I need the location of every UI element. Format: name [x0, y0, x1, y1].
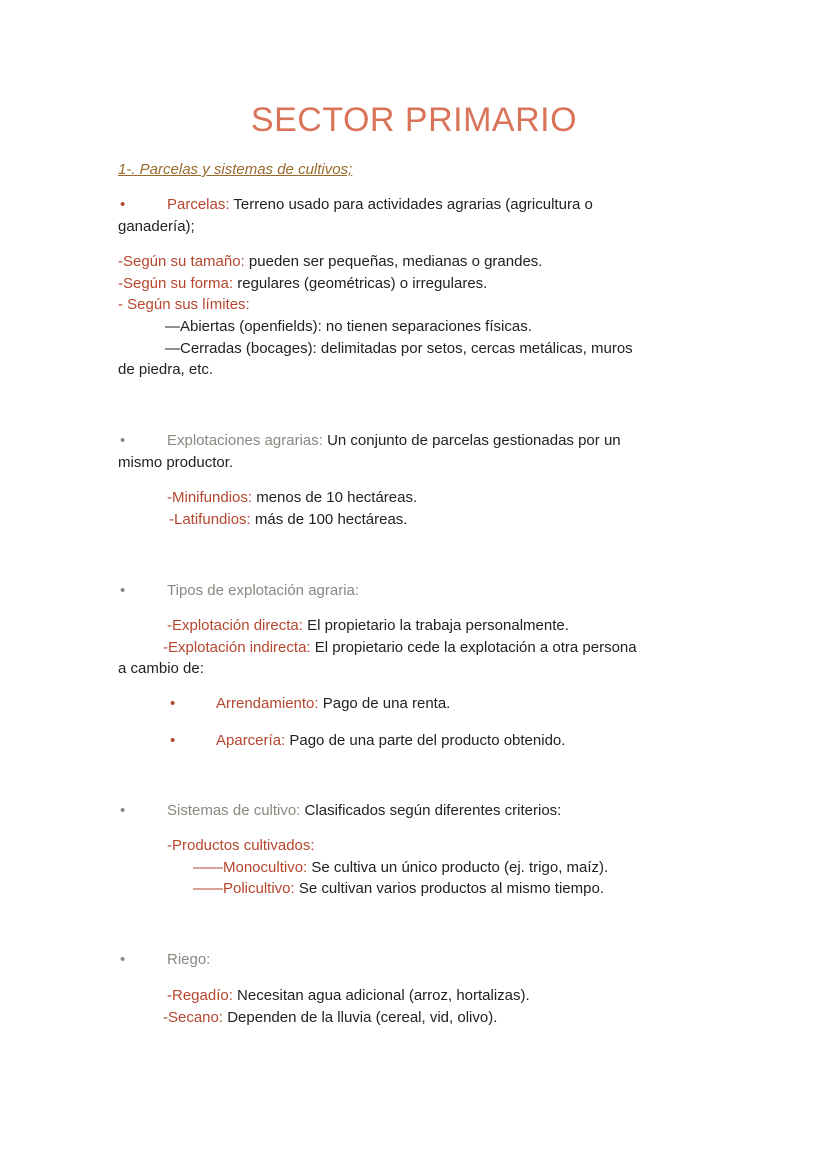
secano-line: [163, 1008, 497, 1028]
forma-line: [118, 274, 487, 294]
arrendamiento-line: [216, 694, 450, 714]
minifundios-desc: menos de 10 hectáreas.: [252, 489, 418, 506]
monocultivo-line: [193, 858, 608, 878]
indirecta-line: [163, 638, 637, 658]
tamano-line: [118, 252, 542, 272]
bullet-icon: •: [120, 951, 126, 968]
minifundios-term: -Minifundios:: [167, 489, 253, 506]
explotaciones-term: Explotaciones agrarias:: [167, 432, 323, 449]
riego-term: Riego:: [167, 951, 211, 968]
cerradas-line: —Cerradas (bocages): delimitadas por setos, cercas metálicas, muros: [165, 340, 633, 357]
policultivo-term: ——Policultivo:: [193, 880, 295, 897]
productos-term: -Productos cultivados:: [167, 837, 315, 854]
regadio-desc: Necesitan agua adicional (arroz, hortalizas).: [232, 987, 530, 1004]
directa-line: [167, 616, 569, 636]
forma-term: -Según su forma:: [118, 275, 234, 292]
bullet-icon: •: [120, 432, 126, 449]
tamano-desc: pueden ser pequeñas, medianas o grandes.: [244, 253, 543, 270]
monocultivo-desc: Se cultiva un único producto (ej. trigo, maíz).: [307, 859, 609, 876]
aparceria-desc: Pago de una parte del producto obtenido.: [285, 732, 566, 749]
bullet-icon: •: [120, 802, 126, 819]
bullet-icon: •: [120, 582, 126, 599]
explotaciones-desc: Un conjunto de parcelas gestionadas por un: [322, 432, 621, 449]
regadio-line: [167, 986, 530, 1006]
latifundios-desc: más de 100 hectáreas.: [250, 511, 408, 528]
page-title: SECTOR PRIMARIO: [250, 101, 578, 139]
tamano-term: -Según su tamaño:: [118, 253, 245, 270]
latifundios-line: [169, 510, 407, 530]
parcelas-desc-cont: ganadería);: [118, 218, 195, 235]
directa-term: -Explotación directa:: [167, 617, 303, 634]
indirecta-line-cont: a cambio de:: [118, 660, 204, 677]
monocultivo-term: ——Monocultivo:: [193, 859, 308, 876]
secano-term: -Secano:: [163, 1009, 224, 1026]
forma-desc: regulares (geométricas) o irregulares.: [233, 275, 488, 292]
parcelas-desc: Terreno usado para actividades agrarias (agricultura o: [229, 196, 593, 213]
aparceria-term: Aparcería:: [216, 732, 286, 749]
abiertas-line: —Abiertas (openfields): no tienen separaciones físicas.: [165, 318, 532, 335]
policultivo-desc: Se cultivan varios productos al mismo tiempo.: [294, 880, 604, 897]
parcelas-line: [167, 195, 593, 215]
sistemas-desc: Clasificados según diferentes criterios:: [300, 802, 562, 819]
policultivo-line: [193, 879, 604, 899]
explotaciones-line: [167, 431, 621, 451]
regadio-term: -Regadío:: [167, 987, 233, 1004]
tipos-term: Tipos de explotación agraria:: [167, 582, 360, 599]
sistemas-term: Sistemas de cultivo:: [167, 802, 301, 819]
limites-term: - Según sus límites:: [118, 296, 250, 313]
section-heading: 1-. Parcelas y sistemas de cultivos;: [118, 161, 353, 178]
parcelas-term: Parcelas:: [167, 196, 230, 213]
bullet-icon: •: [170, 732, 176, 749]
minifundios-line: [167, 488, 417, 508]
explotaciones-desc-cont: mismo productor.: [118, 454, 234, 471]
arrendamiento-term: Arrendamiento:: [216, 695, 319, 712]
cerradas-line-cont: de piedra, etc.: [118, 361, 214, 378]
aparceria-line: [216, 731, 565, 751]
indirecta-term: -Explotación indirecta:: [163, 639, 311, 656]
arrendamiento-desc: Pago de una renta.: [318, 695, 451, 712]
indirecta-desc: El propietario cede la explotación a otra persona: [310, 639, 637, 656]
directa-desc: El propietario la trabaja personalmente.: [302, 617, 569, 634]
bullet-icon: •: [120, 196, 126, 213]
bullet-icon: •: [170, 695, 176, 712]
latifundios-term: -Latifundios:: [169, 511, 251, 528]
secano-desc: Dependen de la lluvia (cereal, vid, olivo).: [223, 1009, 498, 1026]
sistemas-line: [167, 801, 561, 821]
